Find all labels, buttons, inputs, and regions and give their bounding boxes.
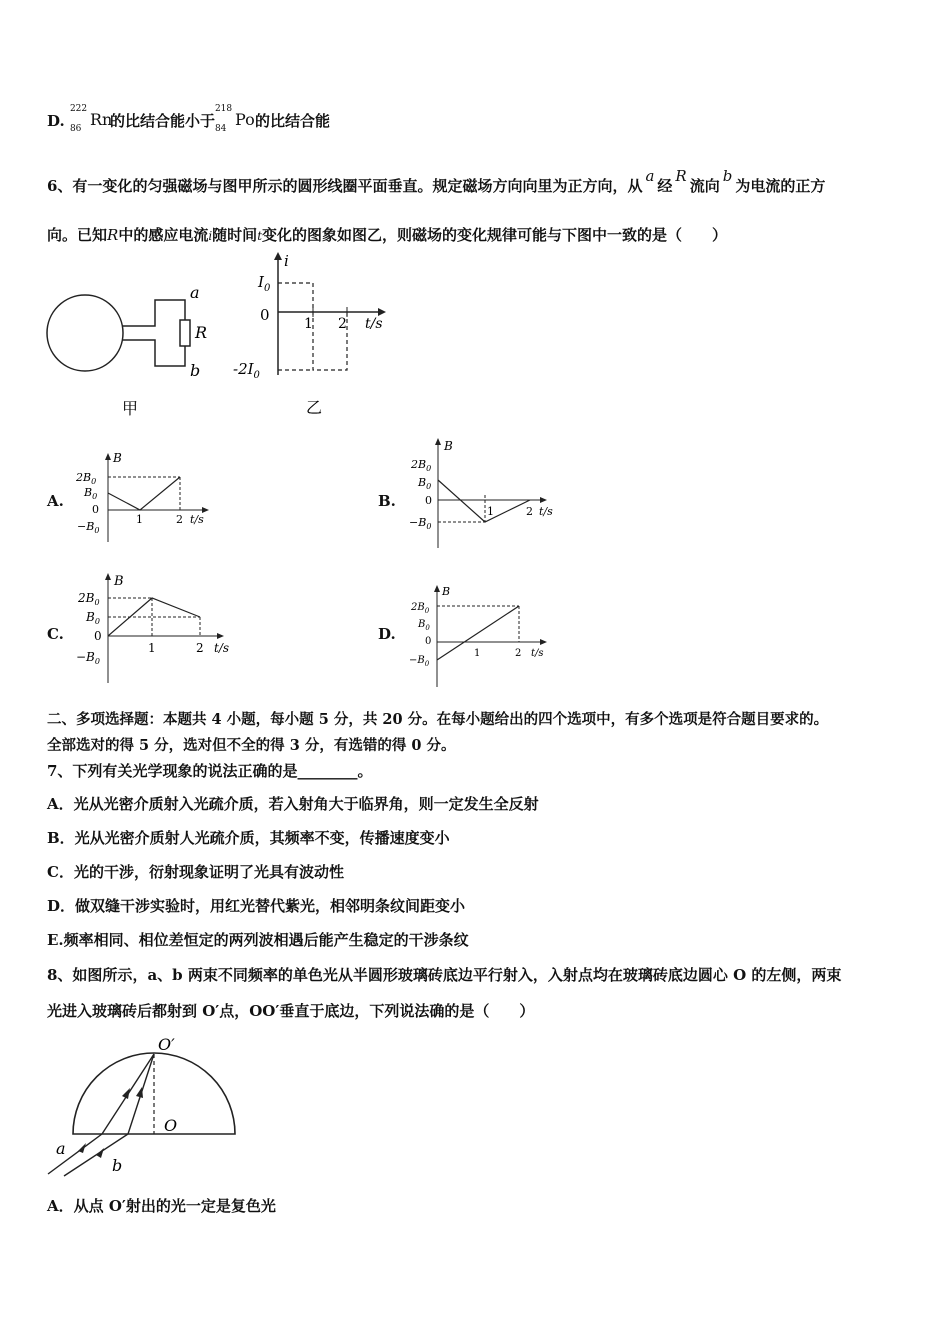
tick-1: 1 xyxy=(136,513,143,526)
coil-leads xyxy=(122,300,185,366)
rn-atomic: 86 xyxy=(69,124,82,134)
y-arrow xyxy=(105,453,111,460)
option-a-graph xyxy=(72,450,222,550)
po-isotope xyxy=(214,104,255,134)
q6-var-r: R xyxy=(675,167,687,185)
q6-l1a: 6、有一变化的匀强磁场与图甲所示的圆形线圈平面垂直。规定磁场方向向里为正方向，从 xyxy=(47,177,643,195)
label-zero: 0 xyxy=(260,306,270,324)
semicircle xyxy=(73,1053,235,1134)
tick-2: 2 xyxy=(515,648,522,659)
q6-option-d-label: D. xyxy=(378,625,396,643)
label-b: b xyxy=(112,1156,123,1175)
x-arrow xyxy=(217,633,224,639)
po-mass: 218 xyxy=(214,104,233,114)
xlabel: t/s xyxy=(539,505,553,518)
option-d-graph xyxy=(405,582,565,692)
glass-brick-figure xyxy=(40,1030,250,1180)
x-arrow xyxy=(540,497,547,503)
arrow-b-in xyxy=(136,1087,143,1098)
option-b-graph xyxy=(405,435,565,555)
y-arrow xyxy=(435,438,441,445)
rn-mass: 222 xyxy=(69,104,88,114)
label-0: 0 xyxy=(92,503,99,516)
tick-2: 2 xyxy=(526,505,533,518)
ylabel: B xyxy=(442,585,451,598)
option-c-graph xyxy=(72,570,242,690)
q6-l1b: 经 xyxy=(657,177,673,195)
label-neg-b0: $-B_0$ xyxy=(409,655,430,668)
label-o: O xyxy=(164,1116,178,1135)
xlabel: t/s xyxy=(214,641,230,655)
section2-line2: 全部选对的得 5 分，选对但不全的得 3 分，有选错的得 0 分。 xyxy=(47,737,456,754)
q6-l2d: 变化的图象如图乙，则磁场的变化规律可能与下图中一致的是（ ） xyxy=(262,226,728,244)
label-neg-b0: $-B_0$ xyxy=(76,650,100,666)
coil-circle xyxy=(47,295,123,371)
ylabel: B xyxy=(444,439,453,453)
tick-2: 2 xyxy=(196,641,204,655)
q5-text-mid: 的比结合能小于 xyxy=(109,112,215,130)
xlabel: t/s xyxy=(365,316,383,332)
q8-stem-line1: 8、如图所示，a、b 两束不同频率的单色光从半圆形玻璃砖底边平行射入，入射点均在玻璃砖底边圆心 O 的左侧，两束 xyxy=(47,966,842,984)
coil-figure xyxy=(40,270,220,420)
q6-var-t: t xyxy=(257,229,263,243)
label-2b0: $2B_0$ xyxy=(78,591,100,607)
label-2b0: $2B_0$ xyxy=(76,471,97,486)
label-b0: $B_0$ xyxy=(86,610,100,626)
tick-1: 1 xyxy=(487,505,494,518)
caption-yi: 乙 xyxy=(306,398,323,417)
q7-option-b: B．光从光密介质射人光疏介质，其频率不变，传播速度变小 xyxy=(47,829,450,847)
label-oprime: O′ xyxy=(158,1035,175,1054)
q6-option-b-label: B. xyxy=(378,492,396,510)
label-2b0: $2B_0$ xyxy=(411,458,432,473)
xlabel: t/s xyxy=(190,513,204,526)
label-2b0: $2B_0$ xyxy=(411,602,430,615)
option-label: D. xyxy=(47,112,65,130)
current-graph xyxy=(228,250,408,420)
label-0: 0 xyxy=(425,494,432,507)
b-curve xyxy=(108,477,180,510)
q6-l2c: 随时间 xyxy=(212,226,258,244)
label-r: R xyxy=(195,323,208,342)
tick-label-2: 2 xyxy=(338,316,347,332)
section2-line1: 二、多项选择题：本题共 4 小题，每小题 5 分，共 20 分。在每小题给出的四个选项中，有多个选项是符合题目要求的。 xyxy=(47,711,829,728)
q7-stem: 7、下列有关光学现象的说法正确的是________。 xyxy=(47,762,373,780)
tick-2: 2 xyxy=(176,513,183,526)
ylabel-i: i xyxy=(284,252,289,270)
q6-stem-line2 xyxy=(47,224,727,245)
ylabel: B xyxy=(113,451,122,465)
label-a: a xyxy=(190,283,200,302)
q6-var-a: a xyxy=(645,167,655,185)
label-a: a xyxy=(56,1139,66,1158)
q7-option-d: D．做双缝干涉实验时，用红光替代紫光，相邻明条纹间距变小 xyxy=(47,897,466,915)
arrow-a-in xyxy=(122,1088,130,1099)
caption-jia: 甲 xyxy=(122,399,139,418)
label-neg-b0: $-B_0$ xyxy=(409,516,432,531)
q8-stem-line2: 光进入玻璃砖后都射到 O′点，OO′垂直于底边，下列说法确的是（ ） xyxy=(47,1002,535,1020)
x-arrow xyxy=(540,639,547,645)
q6-var-b: b xyxy=(722,167,733,185)
tick-label-1: 1 xyxy=(304,316,313,332)
label-neg: $-2I_0$ xyxy=(233,360,260,381)
rn-isotope xyxy=(69,104,113,134)
q6-l1d: 为电流的正方 xyxy=(735,177,826,195)
y-arrow xyxy=(274,252,282,260)
q6-stem-line1 xyxy=(47,167,826,196)
label-i0: $I_0$ xyxy=(258,273,271,294)
q7-option-e: E.频率相同、相位差恒定的两列波相遇后能产生稳定的干涉条纹 xyxy=(47,931,469,949)
q7-option-c: C．光的干涉，衍射现象证明了光具有波动性 xyxy=(47,863,344,881)
label-b0: $B_0$ xyxy=(418,619,430,632)
tick-1: 1 xyxy=(148,641,156,655)
x-arrow xyxy=(378,308,386,316)
arrow-b-out xyxy=(96,1148,104,1158)
label-0: 0 xyxy=(94,629,102,643)
label-b: b xyxy=(190,361,201,380)
tick-1: 1 xyxy=(474,648,481,659)
q6-option-a-label: A. xyxy=(47,492,64,510)
q7-option-a: A．光从光密介质射入光疏介质，若入射角大于临界角，则一定发生全反射 xyxy=(47,795,539,813)
q6-var-i: i xyxy=(208,229,213,243)
y-arrow xyxy=(105,573,111,580)
label-neg-b0: $-B_0$ xyxy=(77,520,100,535)
q6-l2a: 向。已知 xyxy=(47,226,108,244)
b-curve xyxy=(438,480,530,522)
xlabel: t/s xyxy=(531,648,544,659)
q6-l2b: 中的感应电流 xyxy=(118,226,209,244)
ylabel: B xyxy=(114,574,124,589)
label-0: 0 xyxy=(425,636,432,647)
po-atomic: 84 xyxy=(214,124,227,134)
y-arrow xyxy=(434,585,440,592)
label-b0: $B_0$ xyxy=(84,486,98,501)
q6-option-c-label: C. xyxy=(47,625,64,643)
q8-option-a: A．从点 O′射出的光一定是复色光 xyxy=(47,1197,276,1215)
po-symbol: Po xyxy=(234,110,255,129)
resistor xyxy=(180,320,190,346)
q5-option-d xyxy=(47,104,330,134)
label-b0: $B_0$ xyxy=(418,476,432,491)
q6-l1c: 流向 xyxy=(689,177,720,195)
rn-symbol: Rn xyxy=(89,110,113,129)
q6-var-r2: R xyxy=(107,226,119,244)
q5-text-end: 的比结合能 xyxy=(254,112,330,130)
